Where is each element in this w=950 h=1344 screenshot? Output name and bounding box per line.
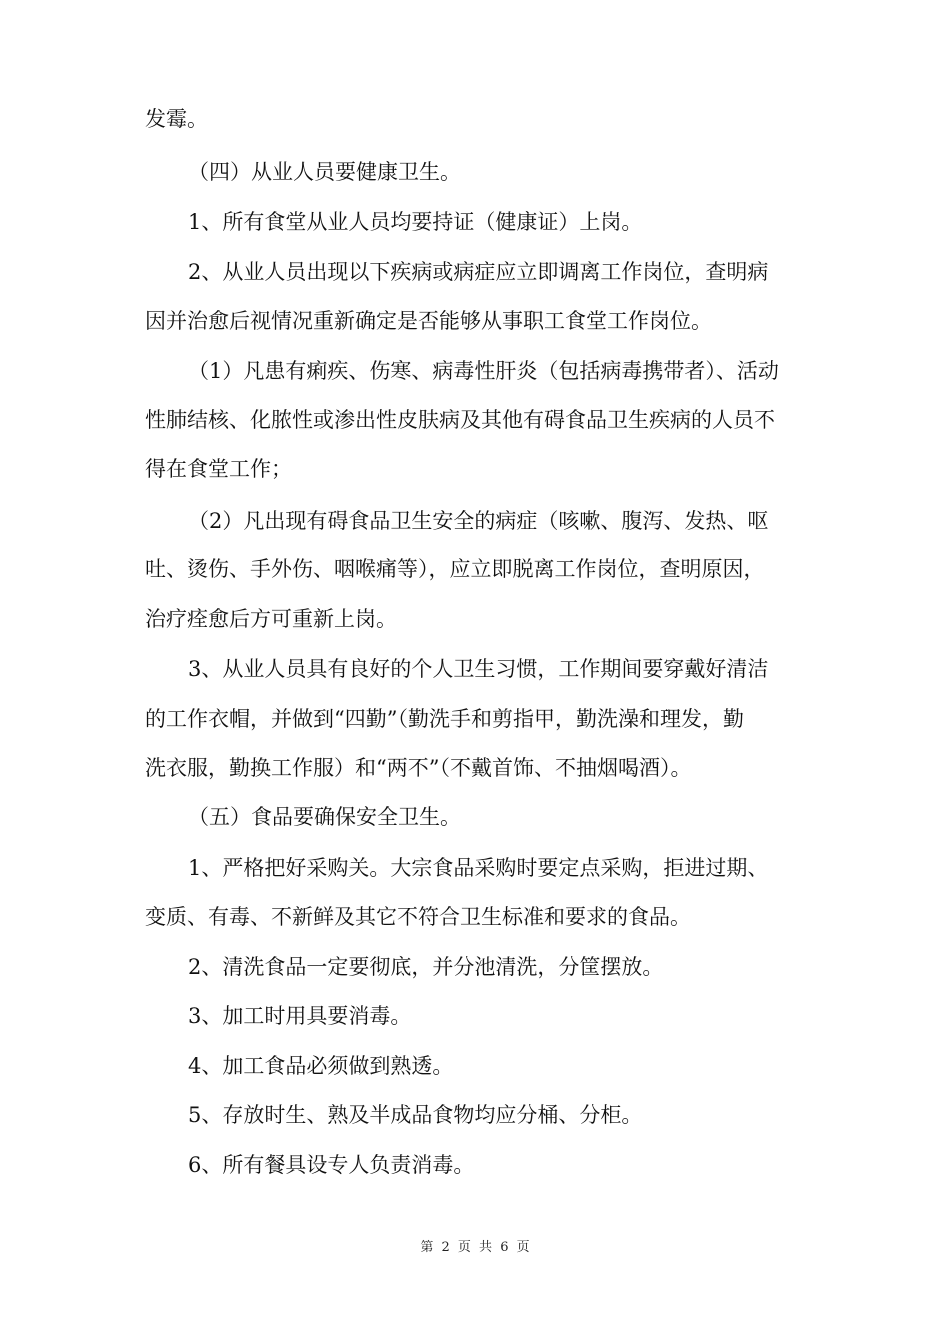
text-line: （2）凡出现有碍食品卫生安全的病症（咳嗽、腹泻、发热、呕 (188, 509, 769, 533)
text-line: 3、从业人员具有良好的个人卫生习惯，工作期间要穿戴好清洁 (188, 657, 769, 681)
text-line: 1、严格把好采购关。大宗食品采购时要定点采购，拒进过期、 (188, 856, 769, 880)
text-line: 3、加工时用具要消毒。 (188, 1004, 412, 1028)
text-line: 变质、有毒、不新鲜及其它不符合卫生标准和要求的食品。 (145, 905, 691, 929)
text-line: 得在食堂工作； (145, 457, 292, 481)
text-line: 发霉。 (145, 107, 208, 131)
text-line: 4、加工食品必须做到熟透。 (188, 1054, 454, 1078)
text-line: 5、存放时生、熟及半成品食物均应分桶、分柜。 (188, 1103, 643, 1127)
text-line: （1）凡患有痢疾、伤寒、病毒性肝炎（包括病毒携带者）、活动 (188, 359, 779, 383)
text-line: 洗衣服，勤换工作服）和“两不”（不戴首饰、不抽烟喝酒）。 (145, 756, 692, 780)
text-line: 的工作衣帽，并做到“四勤”（勤洗手和剪指甲，勤洗澡和理发，勤 (145, 707, 744, 731)
text-line: 2、清洗食品一定要彻底，并分池清洗，分筐摆放。 (188, 955, 664, 979)
text-line: 吐、烫伤、手外伤、咽喉痛等），应立即脱离工作岗位，查明原因， (145, 557, 765, 581)
section-heading: （四）从业人员要健康卫生。 (188, 160, 461, 184)
page-footer: 第 2 页 共 6 页 (420, 1240, 530, 1255)
section-heading: （五）食品要确保安全卫生。 (188, 805, 461, 829)
text-line: 性肺结核、化脓性或渗出性皮肤病及其他有碍食品卫生疾病的人员不 (145, 408, 775, 432)
text-line: 6、所有餐具设专人负责消毒。 (188, 1153, 475, 1177)
text-line: 治疗痊愈后方可重新上岗。 (145, 607, 397, 631)
text-line: 2、从业人员出现以下疾病或病症应立即调离工作岗位，查明病 (188, 260, 769, 284)
text-line: 因并治愈后视情况重新确定是否能够从事职工食堂工作岗位。 (145, 309, 712, 333)
text-line: 1、所有食堂从业人员均要持证（健康证）上岗。 (188, 210, 643, 234)
